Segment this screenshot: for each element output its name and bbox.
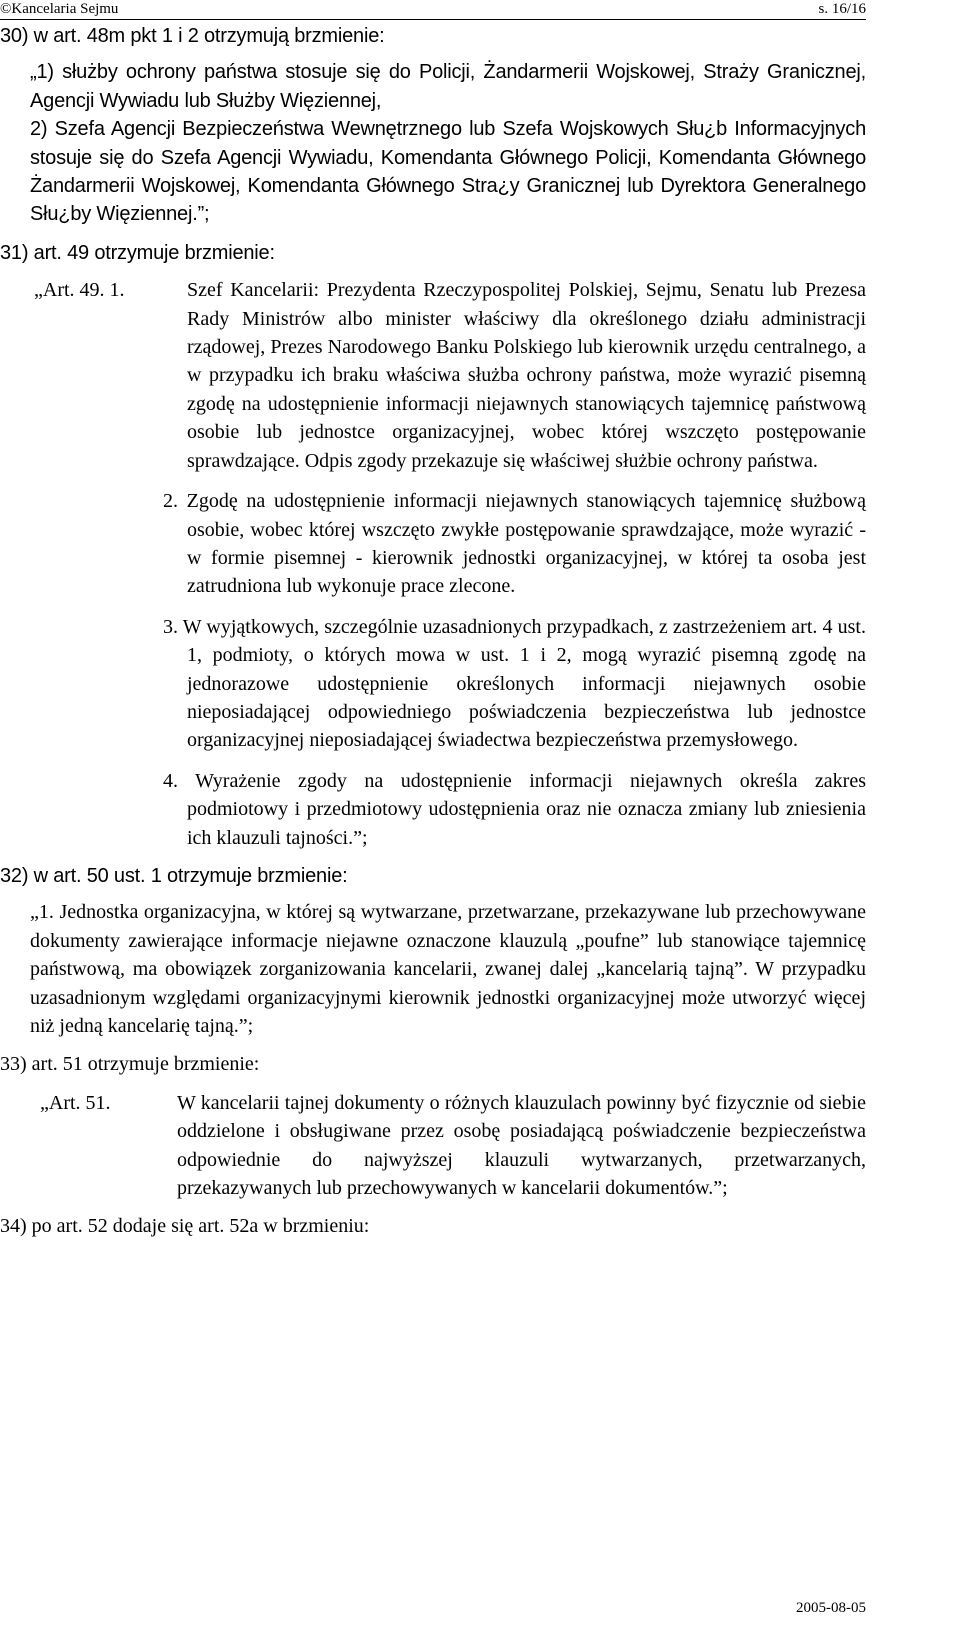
item-31-intro: 31) art. 49 otrzymuje brzmienie: — [0, 241, 275, 264]
art48m-point-2: 2) Szefa Agencji Bezpieczeństwa Wewnętrznego lub Szefa Wojskowych Słu¿b Informacyjnych stosuje się do Szefa Agencji Wywiadu, Komendanta Głównego Policji, Komendanta Głównego Żandarmerii Wojskowej, Komendanta Głównego Stra¿y Granicznej lub Dyrektora Generalnego Słu¿by Więziennej.”; — [30, 118, 866, 226]
copyright-label: ©Kancelaria Sejmu — [0, 1, 119, 17]
art49-ust-1: Szef Kancelarii: Prezydenta Rzeczypospolitej Polskiej, Sejmu, Senatu lub Prezesa Rady Ministrów albo minister właściwy dla określonego działu administracji rządowej, Prezes Narodowego Banku Polskiego lub kierownik urzędu centralnego, a w przypadku ich braku właściwa służba ochrony państwa, może wyrazić pisemną zgodę na udostępnienie informacji niejawnych stanowiących tajemnicę państwową osobie lub jednostce organizacyjnej, wobec której wszczęto postępowanie sprawdzające. Odpis zgody przekazuje się właściwej służbie ochrony państwa. — [187, 279, 866, 472]
page-header — [0, 0, 866, 20]
art51-block — [40, 1089, 866, 1203]
item-32-intro: 32) w art. 50 ust. 1 otrzymuje brzmienie: — [0, 864, 348, 887]
art49-ust-3: 3. W wyjątkowych, szczególnie uzasadnionych przypadkach, z zastrzeżeniem art. 4 ust. 1, podmioty, o których mowa w ust. 1 i 2, mogą wyrazić pisemną zgodę na jednorazowe udostępnienie określonych informacji niejawnych osobie nieposiadającej odpowiedniego poświadczenia bezpieczeństwa lub jednostce organizacyjnej nieposiadającej świadectwa bezpieczeństwa przemysłowego. — [163, 615, 866, 752]
art51-body: W kancelarii tajnej dokumenty o różnych klauzulach powinny być fizycznie od siebie oddzielone i obsługiwane przez osobę posiadającą poświadczenie bezpieczeństwa odpowiednie do najwyższej klauzuli wytwarzanych, przetwarzanych, przekazywanych lub przechowywanych w kancelarii dokumentów.”; — [177, 1091, 866, 1200]
page-number: s. 16/16 — [818, 1, 866, 17]
art49-block — [34, 276, 866, 475]
art49-ust-2: 2. Zgodę na udostępnienie informacji niejawnych stanowiących tajemnicę służbową osobie, wobec której wszczęto zwykłe postępowanie sprawdzające, może wyrazić - w formie pisemnej - kierownik jednostki organizacyjnej, w której ta osoba jest zatrudniona lub wykonuje prace zlecone. — [163, 490, 866, 598]
item-30-intro: 30) w art. 48m pkt 1 i 2 otrzymują brzmienie: — [0, 25, 385, 47]
art51-heading: „Art. 51. — [40, 1091, 111, 1114]
art48m-point-1: „1) służby ochrony państwa stosuje się do Policji, Żandarmerii Wojskowej, Straży Granicznej, Agencji Wywiadu lub Służby Więziennej, — [30, 61, 866, 112]
art49-heading: „Art. 49. 1. — [34, 279, 125, 302]
art50-ust-1: „1. Jednostka organizacyjna, w której są wytwarzane, przetwarzane, przekazywane lub przechowywane dokumenty zawierające informacje niejawne oznaczone klauzulą „poufne” lub stanowiące tajemnicę państwową, ma obowiązek zorganizowania kancelarii, zwanej dalej „kancelarią tajną”. W przypadku uzasadnionym względami organizacyjnymi kierownik jednostki organizacyjnej może utworzyć więcej niż jedną kancelarię tajną.”; — [30, 901, 866, 1037]
item-34-intro: 34) po art. 52 dodaje się art. 52a w brzmieniu: — [0, 1215, 370, 1238]
art49-ust-4: 4. Wyrażenie zgody na udostępnienie informacji niejawnych określa zakres podmiotowy i przedmiotowy udostępnienia oraz nie oznacza zmiany lub zniesienia ich klauzuli tajności.”; — [163, 769, 866, 849]
header-divider — [0, 19, 866, 20]
item-33-intro: 33) art. 51 otrzymuje brzmienie: — [0, 1053, 260, 1076]
document-body — [0, 22, 866, 1241]
page-footer-date: 2005-08-05 — [796, 1600, 866, 1616]
